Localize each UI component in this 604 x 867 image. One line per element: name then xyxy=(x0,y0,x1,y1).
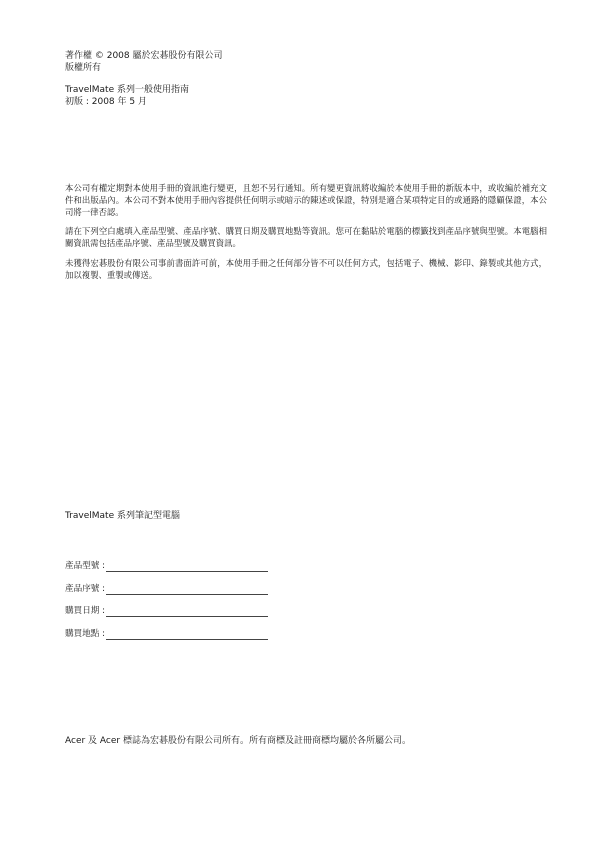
rights-reserved-line: 版權所有 xyxy=(65,63,102,73)
reproduction-notice-paragraph: 未獲得宏碁股份有限公司事前書面許可前，本使用手冊之任何部分皆不可以任何方式，包括電子、機械、影印、錄製或其他方式，加以複製、重製或傳送。 xyxy=(65,258,547,280)
copyright-line: 著作權 © 2008 屬於宏碁股份有限公司 xyxy=(65,51,223,61)
purchase-place-field[interactable] xyxy=(65,628,268,640)
edition-date: 初版 : 2008 年 5 月 xyxy=(65,97,147,107)
guide-info-block xyxy=(65,84,545,108)
model-number-field[interactable] xyxy=(65,560,268,572)
copyright-block xyxy=(65,50,545,74)
disclaimer-paragraph: 本公司有權定期對本使用手冊的資訊進行變更，且恕不另行通知。所有變更資訊將收編於本使用手冊的新版本中，或收編於補充文件和出版品內。本公司不對本使用手冊內容提供任何明示或暗示的陳述或保證，特別是適合某項特定目的或通路的隱顧保證，本公司將一律否認。 xyxy=(65,183,547,217)
field-blank-line[interactable] xyxy=(106,585,268,595)
serial-number-field[interactable] xyxy=(65,583,268,595)
field-label: 產品型號 : xyxy=(65,561,106,571)
purchase-date-field[interactable] xyxy=(65,605,268,617)
field-label: 購買日期 : xyxy=(65,606,106,616)
record-info-paragraph: 請在下列空白處填入產品型號、產品序號、購買日期及購買地點等資訊。您可在黏貼於電腦的標籤找到產品序號與型號。本電腦相關資訊需包括產品序號、產品型號及購買資訊。 xyxy=(65,226,547,248)
field-blank-line[interactable] xyxy=(106,562,268,572)
field-blank-line[interactable] xyxy=(106,630,268,640)
guide-title: TravelMate 系列一般使用指南 xyxy=(65,85,189,95)
field-label: 購買地點 : xyxy=(65,629,106,639)
field-label: 產品序號 : xyxy=(65,584,106,594)
trademark-notice: Acer 及 Acer 標誌為宏碁股份有限公司所有。所有商標及註冊商標均屬於各所屬公司。 xyxy=(65,736,411,746)
series-label: TravelMate 系列筆記型電腦 xyxy=(65,511,180,521)
field-blank-line[interactable] xyxy=(106,607,268,617)
